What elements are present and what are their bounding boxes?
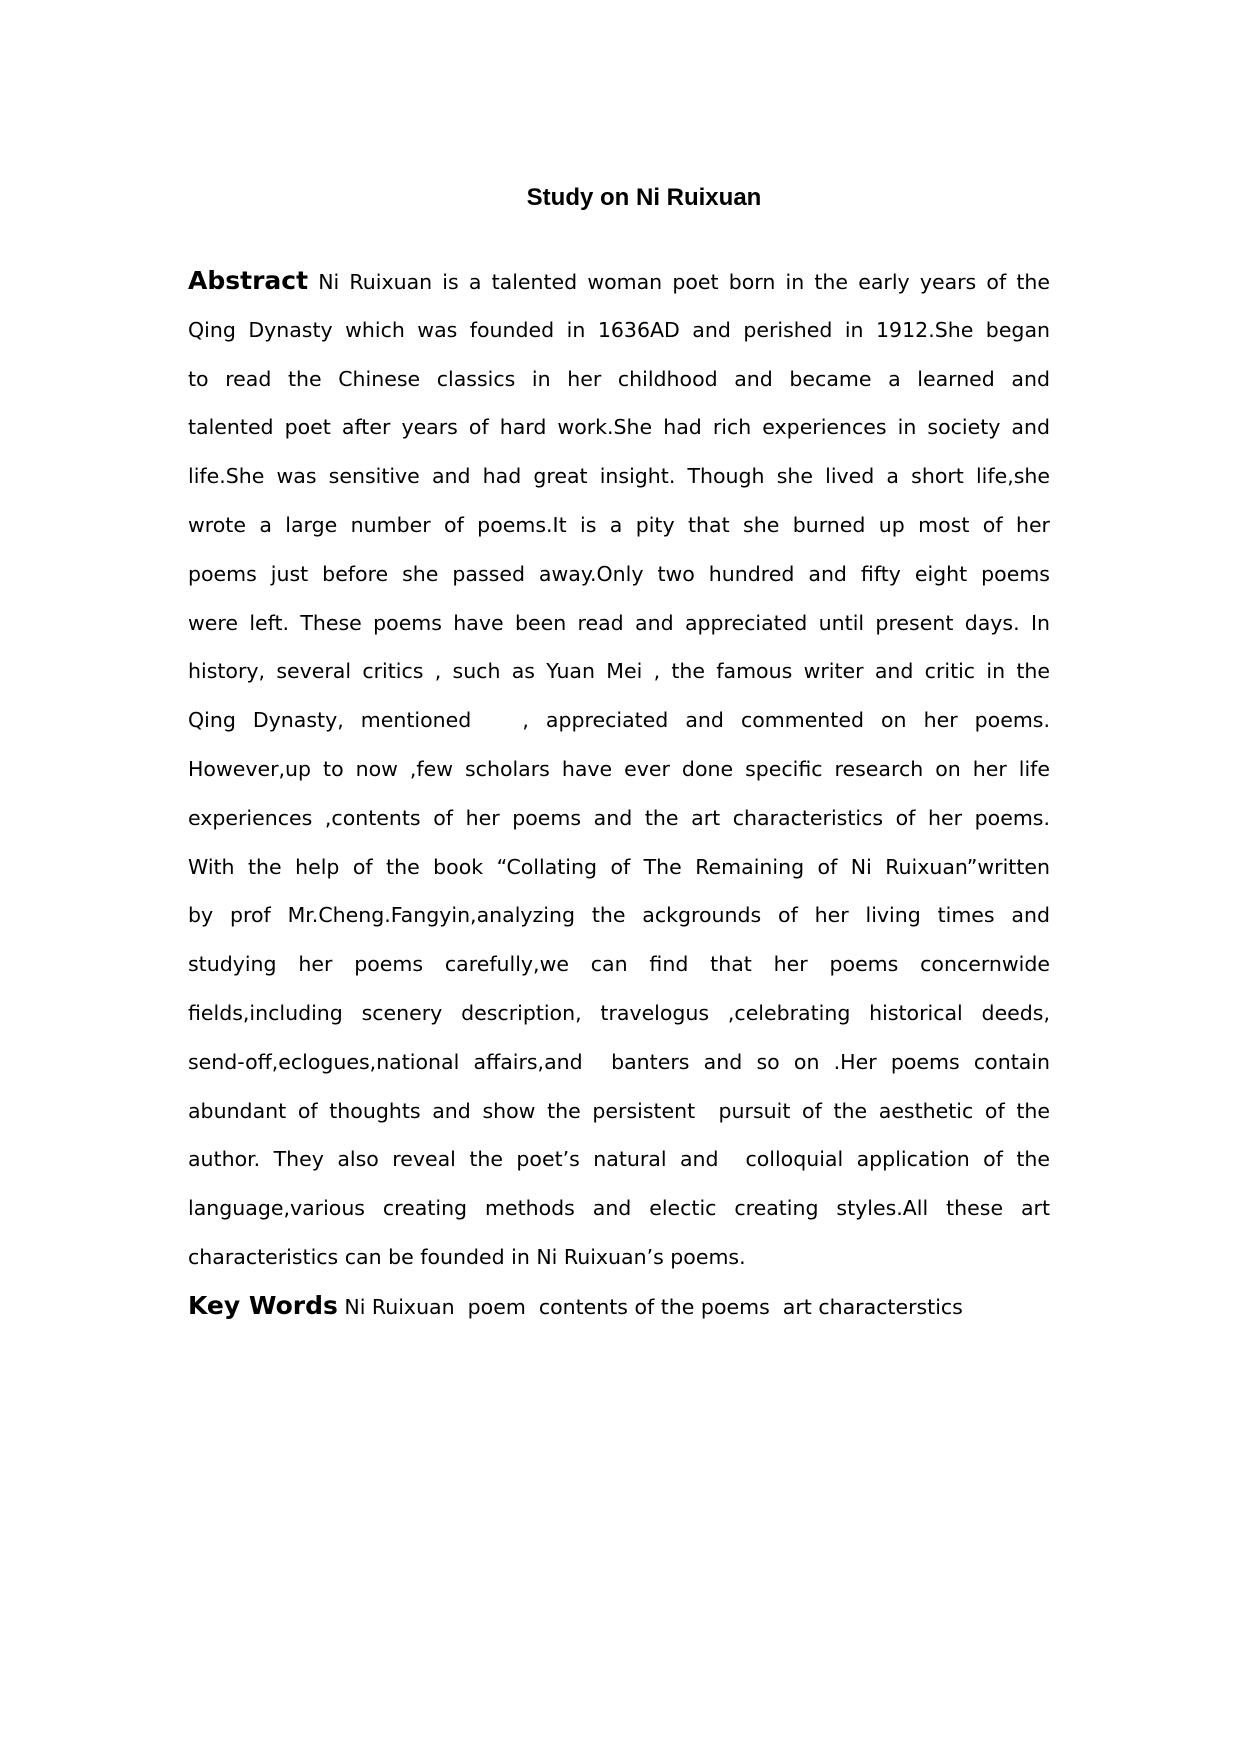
abstract-line: poems just before she passed away.Only two hundred and fifty eight poems bbox=[188, 561, 1050, 586]
abstract-line: by prof Mr.Cheng.Fangyin,analyzing the ackgrounds of her living times and bbox=[188, 903, 1050, 928]
document-title: Study on Ni Ruixuan bbox=[526, 184, 762, 211]
abstract-line: abundant of thoughts and show the persistent pursuit of the aesthetic of the bbox=[188, 1098, 1050, 1123]
abstract-line: language,various creating methods and electic creating styles.All these art bbox=[188, 1196, 1050, 1221]
abstract-line: to read the Chinese classics in her childhood and became a learned and bbox=[188, 366, 1050, 391]
abstract-section bbox=[188, 257, 1050, 1331]
abstract-line: With the help of the book “Collating of The Remaining of Ni Ruixuan”written bbox=[188, 854, 1050, 879]
abstract-line: Qing Dynasty, mentioned , appreciated and commented on her poems. bbox=[188, 708, 1050, 733]
abstract-line: wrote a large number of poems.It is a pity that she burned up most of her bbox=[188, 512, 1050, 537]
abstract-line: studying her poems carefully,we can find that her poems concernwide bbox=[188, 952, 1050, 977]
abstract-line: talented poet after years of hard work.She had rich experiences in society and bbox=[188, 415, 1050, 440]
keywords-heading: Key Words bbox=[188, 1290, 338, 1320]
abstract-text: Ni Ruixuan is a talented woman poet born in the early years of the bbox=[308, 270, 1050, 294]
keywords-line bbox=[188, 1282, 1050, 1331]
abstract-line: history, several critics , such as Yuan Mei , the famous writer and critic in the bbox=[188, 659, 1050, 684]
abstract-line: characteristics can be founded in Ni Ruixuan’s poems. bbox=[188, 1244, 746, 1269]
abstract-line: experiences ,contents of her poems and the art characteristics of her poems. bbox=[188, 805, 1050, 830]
abstract-line: Qing Dynasty which was founded in 1636AD and perished in 1912.She began bbox=[188, 317, 1050, 342]
abstract-heading: Abstract bbox=[188, 266, 309, 295]
abstract-line: send-off,eclogues,national affairs,and banters and so on .Her poems contain bbox=[188, 1049, 1050, 1074]
abstract-line: life.She was sensitive and had great insight. Though she lived a short life,she bbox=[188, 464, 1050, 489]
abstract-first-line bbox=[188, 257, 1050, 306]
abstract-line: author. They also reveal the poet’s natural and colloquial application of the bbox=[188, 1147, 1050, 1172]
abstract-line: were left. These poems have been read and appreciated until present days. In bbox=[188, 610, 1050, 635]
keywords-text: Ni Ruixuan poem contents of the poems art characterstics bbox=[337, 1294, 963, 1319]
abstract-line: fields,including scenery description, travelogus ,celebrating historical deeds, bbox=[188, 1000, 1050, 1025]
abstract-line: However,up to now ,few scholars have ever done specific research on her life bbox=[188, 756, 1050, 781]
